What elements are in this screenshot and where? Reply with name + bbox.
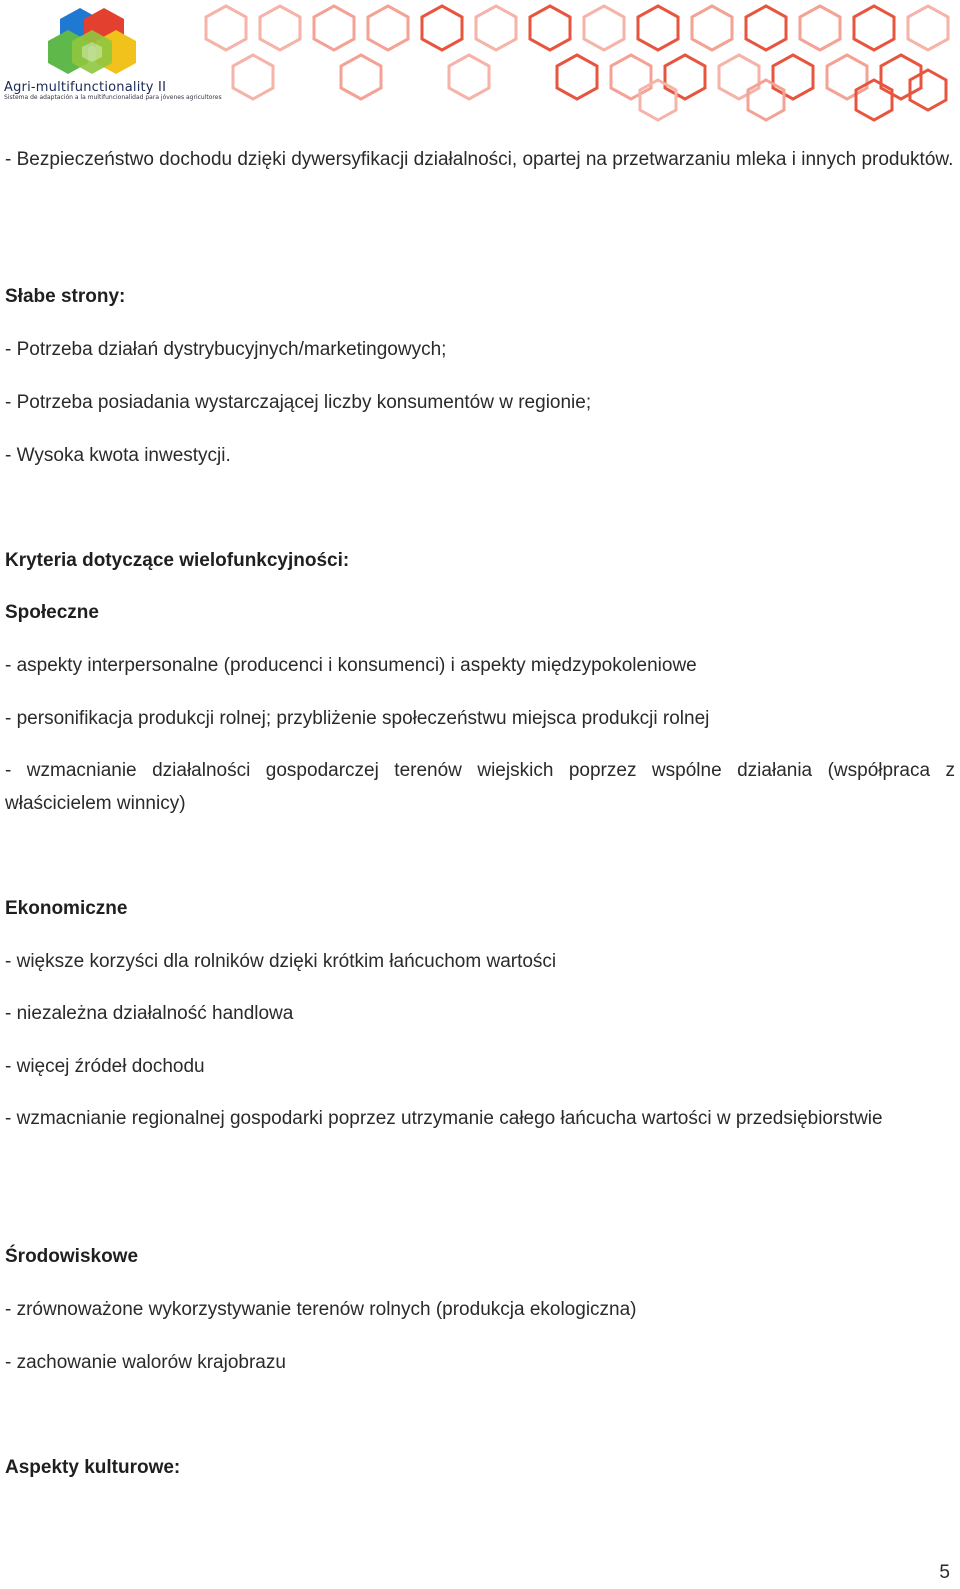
economic-item: - większe korzyści dla rolników dzięki krótkim łańcuchom wartości [5,951,557,972]
social-heading: Społeczne [5,602,99,623]
decorative-hexagon-band [198,0,960,125]
logo-hexagons-graphic [0,0,200,122]
environmental-heading: Środowiskowe [5,1246,139,1267]
page-number: 5 [939,1562,950,1583]
logo-subtitle: Sistema de adaptación a la multifuncionalidad para jóvenes agricultores [4,94,222,101]
economic-heading: Ekonomiczne [5,898,128,919]
intro-list-item: - Bezpieczeństwo dochodu dzięki dywersyfikacji działalności, opartej na przetwarzaniu mleka i innych produktów. [5,149,954,170]
economic-item: - wzmacnianie regionalnej gospodarki poprzez utrzymanie całego łańcucha wartości w przedsiębiorstwie [5,1108,883,1129]
economic-item: - więcej źródeł dochodu [5,1056,205,1077]
economic-item: - niezależna działalność handlowa [5,1003,294,1024]
weakness-item: - Wysoka kwota inwestycji. [5,445,231,466]
agri-multifunctionality-logo [0,0,222,122]
social-item: - wzmacnianie działalności gospodarczej terenów wiejskich poprzez wspólne działania (współpraca z właścicielem winnicy) [5,760,955,814]
weakness-item: - Potrzeba posiadania wystarczającej liczby konsumentów w regionie; [5,392,592,413]
social-item: - personifikacja produkcji rolnej; przybliżenie społeczeństwu miejsca produkcji rolnej [5,708,710,729]
cultural-heading: Aspekty kulturowe: [5,1457,181,1478]
environmental-item: - zrównoważone wykorzystywanie terenów rolnych (produkcja ekologiczna) [5,1299,637,1320]
weaknesses-heading: Słabe strony: [5,286,126,307]
criteria-heading: Kryteria dotyczące wielofunkcyjności: [5,550,350,571]
environmental-item: - zachowanie walorów krajobrazu [5,1352,286,1373]
weakness-item: - Potrzeba działań dystrybucyjnych/marketingowych; [5,339,447,360]
logo-title: Agri-multifunctionality II [4,80,167,95]
social-item: - aspekty interpersonalne (producenci i konsumenci) i aspekty międzypokoleniowe [5,655,697,676]
page-header [0,0,960,125]
